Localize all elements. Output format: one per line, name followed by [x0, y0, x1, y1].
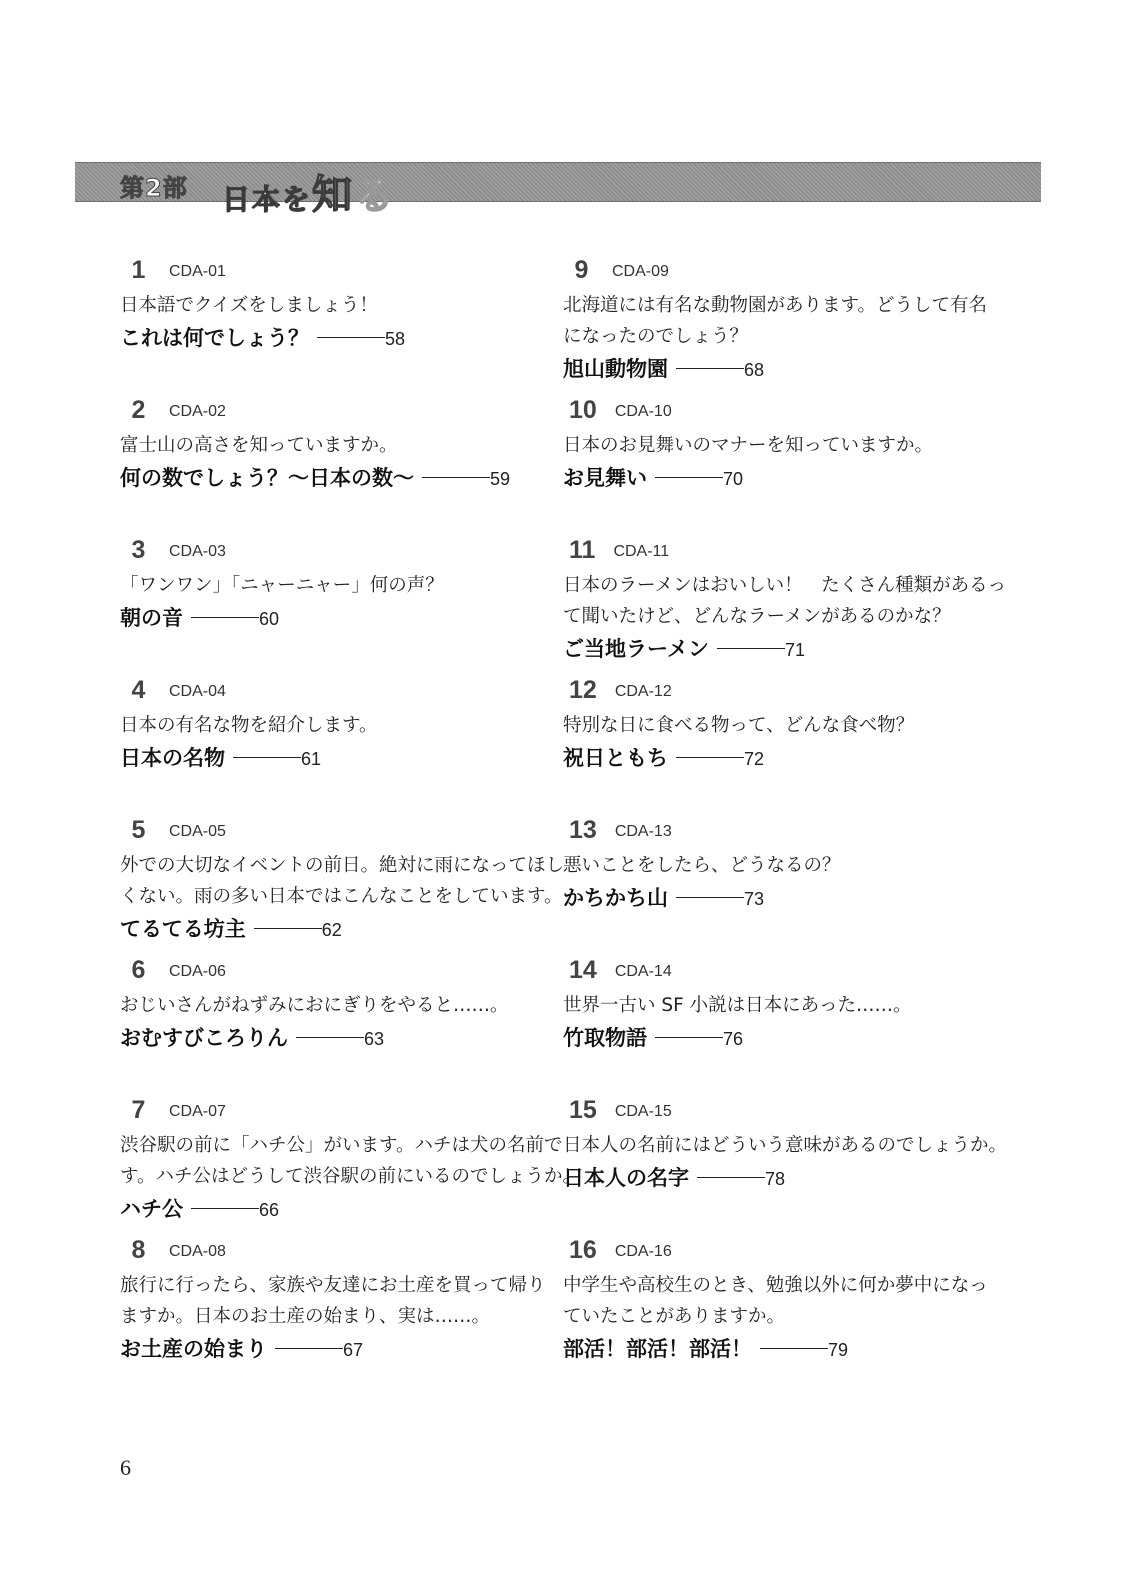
entry-page-number: 59 — [490, 469, 511, 489]
cd-track: CDA-14 — [614, 963, 672, 980]
entry-number: 4 — [131, 676, 146, 704]
entry-title: 祝日ともち — [563, 746, 668, 770]
leader-line — [191, 1208, 259, 1209]
entry-title: 旭山動物園 — [563, 357, 668, 381]
entry-head — [120, 518, 540, 564]
toc-entry[interactable] — [120, 798, 565, 941]
entry-title: 日本の名物 — [120, 746, 225, 770]
entry-title-line — [120, 463, 540, 493]
entry-title-line — [120, 1334, 540, 1364]
leader-line — [254, 928, 322, 929]
entry-number: 8 — [131, 1236, 146, 1264]
entry-head — [120, 658, 540, 704]
toc-entry[interactable] — [120, 1218, 546, 1361]
entry-head — [120, 238, 540, 284]
cd-track: CDA-12 — [614, 683, 672, 700]
toc-entry[interactable] — [120, 238, 540, 378]
entry-title-line — [120, 603, 540, 633]
entry-title: てるてる坊主 — [120, 917, 246, 941]
entry-description: になったのでしょう？ — [563, 326, 749, 347]
toc-entry[interactable] — [563, 1078, 1008, 1218]
entry-title-line — [120, 743, 540, 773]
entry-number: 3 — [131, 536, 146, 564]
entry-head — [120, 938, 540, 984]
cd-track: CDA-05 — [169, 823, 226, 840]
entry-number: 7 — [131, 1096, 146, 1124]
leader-line — [233, 757, 301, 758]
toc-entry[interactable] — [563, 658, 1003, 798]
cd-track: CDA-08 — [169, 1243, 226, 1260]
entry-description: 日本人の名前にはどういう意味があるのでしょうか。 — [563, 1135, 1008, 1156]
entry-page-number: 79 — [828, 1340, 849, 1360]
leader-line — [676, 757, 744, 758]
leader-line — [697, 1177, 765, 1178]
entry-number: 15 — [569, 1096, 597, 1124]
toc-entry[interactable] — [563, 798, 1003, 938]
part-label: 第2部 — [120, 174, 188, 202]
entry-page-number: 78 — [765, 1169, 786, 1189]
entry-description: 悪いことをしたら、どうなるの？ — [563, 855, 841, 876]
page-number: 6 — [120, 1455, 131, 1480]
entry-head — [120, 1218, 540, 1264]
entry-description: くない。雨の多い日本ではこんなことをしています。 — [120, 886, 563, 907]
entry-title-line — [563, 1334, 1003, 1364]
leader-line — [676, 897, 744, 898]
entry-description: 「ワンワン」「ニャーニャー」何の声？ — [120, 575, 444, 596]
entry-title: ご当地ラーメン — [563, 637, 709, 661]
cd-track: CDA-11 — [613, 543, 670, 560]
entry-page-number: 66 — [259, 1200, 280, 1220]
toc-entry[interactable] — [120, 938, 540, 1078]
entry-page-number: 67 — [343, 1340, 364, 1360]
entry-description: 日本の有名な物を紹介します。 — [120, 715, 378, 736]
leader-line — [655, 477, 723, 478]
entry-description: 中学生や高校生のとき、勉強以外に何か夢中になっ — [563, 1275, 988, 1296]
leader-line — [191, 617, 259, 618]
entry-head — [563, 1078, 1003, 1124]
cd-track: CDA-09 — [612, 263, 669, 280]
toc-entry[interactable] — [120, 658, 540, 798]
entry-description: おじいさんがねずみにおにぎりをやると……。 — [120, 995, 509, 1016]
entry-number: 9 — [574, 256, 589, 284]
entry-description: 世界一古い SF 小説は日本にあった……。 — [563, 995, 912, 1016]
entry-description: て聞いたけど、どんなラーメンがあるのかな？ — [563, 606, 951, 627]
entry-head — [563, 238, 1003, 284]
entry-title: かちかち山 — [563, 886, 668, 910]
cd-track: CDA-02 — [169, 403, 226, 420]
entry-number: 13 — [569, 816, 597, 844]
leader-line — [296, 1037, 364, 1038]
entry-title: 部活！部活！部活！ — [563, 1337, 752, 1361]
entry-description: 北海道には有名な動物園があります。どうして有名 — [563, 295, 988, 316]
entry-description: 日本のラーメンはおいしい！ たくさん種類があるっ — [563, 575, 1007, 596]
cd-track: CDA-04 — [169, 683, 226, 700]
entry-head — [563, 658, 1003, 704]
entry-title: おむすびころりん — [120, 1026, 288, 1050]
entry-head — [563, 518, 1003, 564]
toc-entry[interactable] — [563, 238, 1003, 381]
entry-head — [120, 798, 540, 844]
entry-number: 6 — [131, 956, 146, 984]
entry-page-number: 61 — [301, 749, 322, 769]
entry-page-number: 71 — [784, 640, 805, 660]
leader-line — [760, 1348, 828, 1349]
entry-page-number: 76 — [723, 1029, 744, 1049]
cd-track: CDA-10 — [614, 403, 672, 420]
cd-track: CDA-03 — [169, 543, 226, 560]
entry-page-number: 73 — [744, 889, 765, 909]
cd-track: CDA-13 — [614, 823, 672, 840]
entry-description: 日本のお見舞いのマナーを知っていますか。 — [563, 435, 934, 456]
entry-page-number: 60 — [259, 609, 280, 629]
cd-track: CDA-15 — [614, 1103, 672, 1120]
toc-entry[interactable] — [563, 1218, 1003, 1361]
entry-number: 5 — [131, 816, 146, 844]
part-title-big: 知 — [312, 172, 355, 218]
entry-head — [120, 378, 540, 424]
toc-entry[interactable] — [120, 518, 540, 658]
entry-description: 富士山の高さを知っていますか。 — [120, 435, 398, 456]
entry-title: 日本人の名字 — [563, 1166, 689, 1190]
part-header-banner — [75, 162, 1041, 219]
leader-line — [717, 648, 785, 649]
entry-description: ていたことがありますか。 — [563, 1306, 786, 1327]
entry-description: 渋谷駅の前に「ハチ公」がいます。ハチは犬の名前で — [120, 1135, 563, 1156]
entry-number: 10 — [569, 396, 597, 424]
entry-title-line — [120, 1023, 540, 1053]
toc-entry[interactable] — [563, 378, 1003, 518]
entry-head — [563, 938, 1003, 984]
entry-number: 12 — [569, 676, 597, 704]
leader-line — [317, 337, 385, 338]
entry-title: ハチ公 — [120, 1197, 183, 1221]
entry-title: 何の数でしょう？〜日本の数〜 — [120, 466, 414, 490]
entry-title-line — [120, 323, 540, 353]
toc-column-right — [563, 238, 1008, 1361]
cd-track: CDA-16 — [614, 1243, 672, 1260]
entry-description: す。ハチ公はどうして渋谷駅の前にいるのでしょうか。 — [120, 1166, 582, 1187]
leader-line — [676, 368, 744, 369]
toc-entry[interactable] — [120, 1078, 582, 1221]
entry-title: お土産の始まり — [120, 1337, 267, 1361]
entry-head — [563, 378, 1003, 424]
entry-page-number: 72 — [744, 749, 765, 769]
leader-line — [655, 1037, 723, 1038]
cd-track: CDA-01 — [169, 263, 226, 280]
leader-line — [275, 1348, 343, 1349]
cd-track: CDA-06 — [169, 963, 226, 980]
entry-number: 16 — [569, 1236, 597, 1264]
entry-number: 1 — [131, 256, 146, 284]
entry-head — [563, 798, 1003, 844]
entry-description: 日本語でクイズをしましょう！ — [120, 295, 378, 316]
entry-head — [120, 1078, 540, 1124]
entry-description: 特別な日に食べる物って、どんな食べ物？ — [563, 715, 915, 736]
entry-page-number: 70 — [723, 469, 744, 489]
entry-description: 旅行に行ったら、家族や友達にお土産を買って帰り — [120, 1275, 546, 1296]
part-title-tail: る — [354, 173, 397, 219]
entry-title-line — [563, 883, 1003, 913]
entry-page-number: 62 — [321, 920, 342, 940]
leader-line — [422, 477, 490, 478]
entry-number: 2 — [131, 396, 146, 424]
entry-number: 11 — [569, 536, 596, 564]
entry-page-number: 63 — [364, 1029, 385, 1049]
entry-description: ますか。日本のお土産の始まり、実は……。 — [120, 1306, 491, 1327]
entry-description: 外での大切なイベントの前日。絶対に雨になってほし — [120, 855, 565, 876]
toc-entry[interactable] — [120, 378, 540, 518]
part-title-main: 日本を — [222, 183, 313, 216]
entry-title-line — [563, 743, 1003, 773]
entry-title: 朝の音 — [120, 606, 183, 630]
entry-title: これは何でしょう？ — [120, 326, 309, 350]
entry-page-number: 58 — [385, 329, 406, 349]
entry-page-number: 68 — [744, 360, 765, 380]
entry-number: 14 — [569, 956, 597, 984]
entry-title: お見舞い — [563, 466, 647, 490]
part-title — [222, 164, 396, 221]
toc-entry[interactable] — [563, 938, 1003, 1078]
entry-title-line — [563, 1163, 1003, 1193]
entry-title-line — [563, 1023, 1003, 1053]
entry-head — [563, 1218, 1003, 1264]
entry-title: 竹取物語 — [563, 1026, 647, 1050]
toc-entry[interactable] — [563, 518, 1007, 661]
entry-title-line — [563, 463, 1003, 493]
toc-column-left — [120, 238, 582, 1361]
cd-track: CDA-07 — [169, 1103, 226, 1120]
